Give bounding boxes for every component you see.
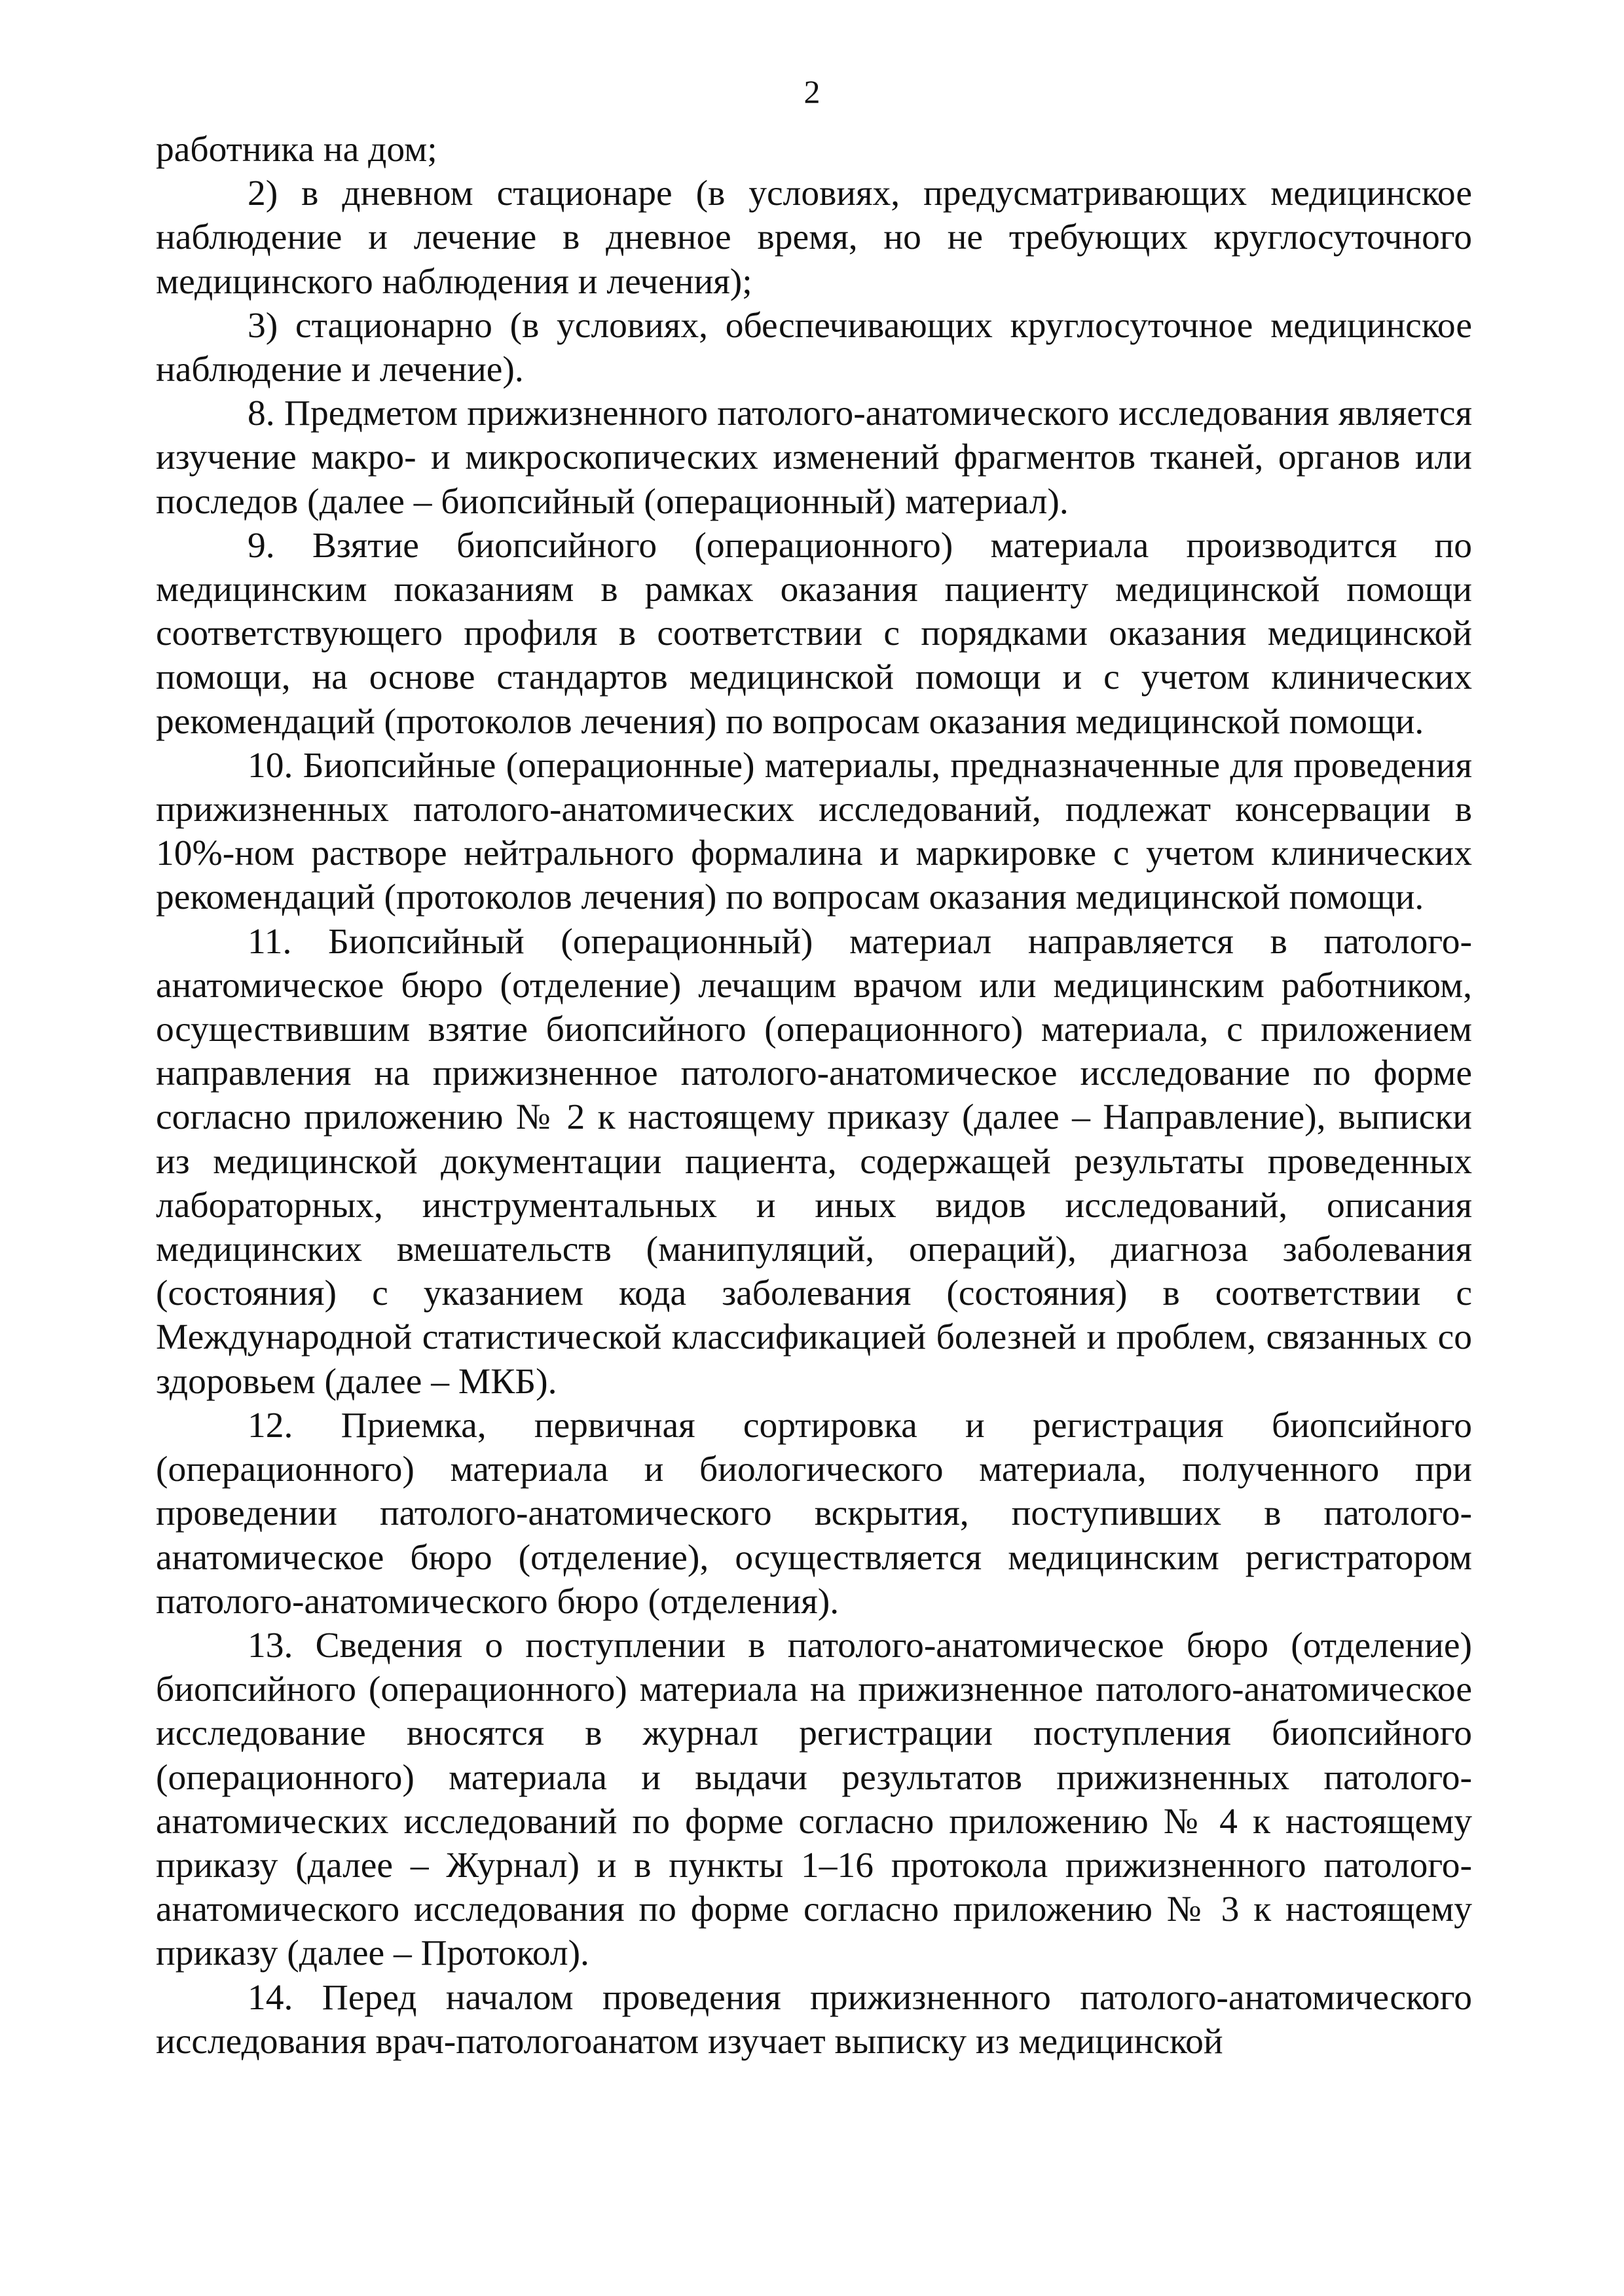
- paragraph-13: 13. Сведения о поступлении в патолого-анатомическое бюро (отделение) биопсийного (операционного) материала на прижизненное патолого-анатомическое исследование вносятся в журнал регистрации поступления биопсийного (операционного) материала и выдачи результатов прижизненных патолого-анатомических исследований по форме согласно приложению № 4 к настоящему приказу (далее – Журнал) и в пункты 1–16 протокола прижизненного патолого-анатомического исследования по форме согласно приложению № 3 к настоящему приказу (далее – Протокол).: [156, 1625, 1472, 1974]
- paragraph-8: 8. Предметом прижизненного патолого-анатомического исследования является изучение макро- и микроскопических изменений фрагментов тканей, органов или последов (далее – биопсийный (операционный) материал).: [156, 393, 1472, 522]
- paragraph-9: 9. Взятие биопсийного (операционного) материала производится по медицинским показаниям в рамках оказания пациенту медицинской помощи соответствующего профиля в соответствии с порядками оказания медицинской помощи, на основе стандартов медицинской помощи и с учетом клинических рекомендаций (протоколов лечения) по вопросам оказания медицинской помощи.: [156, 525, 1472, 742]
- paragraph-14: 14. Перед началом проведения прижизненного патолого-анатомического исследования врач-патологоанатом изучает выписку из медицинской: [156, 1977, 1472, 2062]
- paragraph-continuation: работника на дом;: [156, 130, 437, 170]
- document-body: [156, 128, 1472, 2064]
- paragraph-item-2: 2) в дневном стационаре (в условиях, предусматривающих медицинское наблюдение и лечение в дневное время, но не требующих круглосуточного медицинского наблюдения и лечения);: [156, 173, 1472, 302]
- page-number: 2: [803, 73, 821, 110]
- paragraph-10: 10. Биопсийные (операционные) материалы, предназначенные для проведения прижизненных патолого-анатомических исследований, подлежат консервации в 10%-ном растворе нейтрального формалина и маркировке с учетом клинических рекомендаций (протоколов лечения) по вопросам оказания медицинской помощи.: [156, 745, 1472, 918]
- paragraph-12: 12. Приемка, первичная сортировка и регистрация биопсийного (операционного) материала и биологического материала, полученного при проведении патолого-анатомического вскрытия, поступивших в патолого-анатомическое бюро (отделение), осуществляется медицинским регистратором патолого-анатомического бюро (отделения).: [156, 1405, 1472, 1622]
- paragraph-11: 11. Биопсийный (операционный) материал направляется в патолого-анатомическое бюро (отделение) лечащим врачом или медицинским работником, осуществившим взятие биопсийного (операционного) материала, с приложением направления на прижизненное патолого-анатомическое исследование по форме согласно приложению № 2 к настоящему приказу (далее – Направление), выписки из медицинской документации пациента, содержащей результаты проведенных лабораторных, инструментальных и иных видов исследований, описания медицинских вмешательств (манипуляций, операций), диагноза заболевания (состояния) с указанием кода заболевания (состояния) в соответствии с Международной статистической классификацией болезней и проблем, связанных со здоровьем (далее – МКБ).: [156, 921, 1472, 1402]
- paragraph-item-3: 3) стационарно (в условиях, обеспечивающих круглосуточное медицинское наблюдение и лечение).: [156, 305, 1472, 390]
